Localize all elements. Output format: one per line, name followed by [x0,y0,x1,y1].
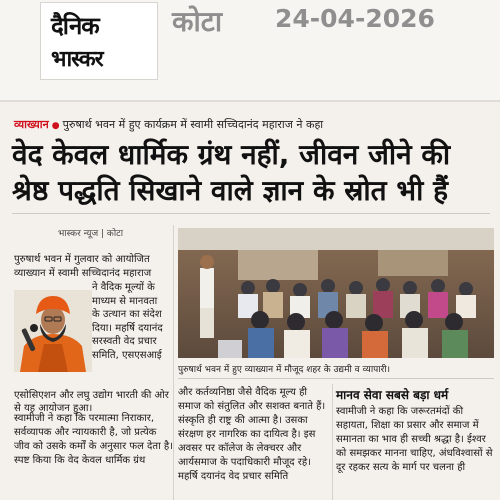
audience-photo-illustration [178,228,494,358]
body-paragraph-3: स्वामीजी ने कहा कि जरूरतमंदों की सहायता, शिक्षा का प्रसार और समाज में समानता का भाव ही सच्ची श्रद्धा है। ईश्वर को समझकर मानना चाहिए, अंधविश्वासों से दूर रहकर सत्य के मार्ग पर चलना ही [336,406,493,473]
body-paragraph-1: स्वामीजी ने कहा कि परमात्मा निराकार, सर्वव्यापक और न्यायकारी है, जो प्रत्येक जीव को उसके कर्मों के अनुसार फल देता है। स्पष्ट किया कि वेद केवल धार्मिक ग्रंथ [14,413,173,466]
column-divider-left [173,225,174,500]
byline: भास्कर न्यूज | कोटा [58,229,124,239]
headline-line2: श्रेष्ठ पद्धति सिखाने वाले ज्ञान के स्रोत भी हैं [12,174,448,207]
logo-line2: भास्कर [51,47,103,72]
bullet-icon: ● [51,121,60,131]
kicker-label: व्याख्यान [14,118,49,131]
intro-paragraph-2: ने वैदिक मूल्यों के माध्यम से मानवता के उत्थान का संदेश दिया। महर्षि दयानंद सरस्वती वेद प्रचार समिति, एसएसआई [92,282,163,361]
headline-line1: वेद केवल धार्मिक ग्रंथ नहीं, जीवन जीने की [12,138,451,171]
logo-line1: दैनिक [51,12,99,40]
edition-date: 24-04-2026 [275,4,435,33]
kicker-row [14,117,494,133]
masthead [0,0,500,100]
kicker-text: पुरुषार्थ भवन में हुए कार्यक्रम में स्वामी सच्चिदानंद महाराज ने कहा [62,118,324,131]
photo-caption: पुरुषार्थ भवन में हुए व्याख्यान में मौजूद शहर के उद्यमी व व्यापारी। [178,365,391,375]
body-paragraph-2: और कर्तव्यनिष्ठा जैसे वैदिक मूल्य ही समाज को संतुलित और सशक्त बनाते हैं। संस्कृति ही राष्ट्र की आत्मा है। उसका संरक्षण हर नागरिक का दायित्व है। इस अवसर पर कॉलेज के लेक्चरर और आर्यसमाज के पदाधिकारी मौजूद रहे। महर्षि दयानंद वेद प्रचार समिति [178,387,326,482]
edition-city: कोटा [172,5,223,38]
newspaper-logo [40,2,158,80]
intro-paragraph-3: एसोसिएशन और लघु उद्योग भारती की ओर से यह आयोजन हुआ। [14,390,169,414]
speaker-portrait-illustration [14,290,92,372]
masthead-divider [0,100,500,102]
speaker-portrait [14,290,92,372]
event-photo [178,228,494,358]
caption-divider [178,378,494,379]
intro-paragraph-1: पुरुषार्थ भवन में गुलवार को आयोजित व्याख्यान में स्वामी सच्चिदानंद महाराज [14,254,152,279]
subheading: मानव सेवा सबसे बड़ा धर्म [336,388,449,402]
headline-divider [12,213,490,214]
column-divider-right [332,384,333,500]
